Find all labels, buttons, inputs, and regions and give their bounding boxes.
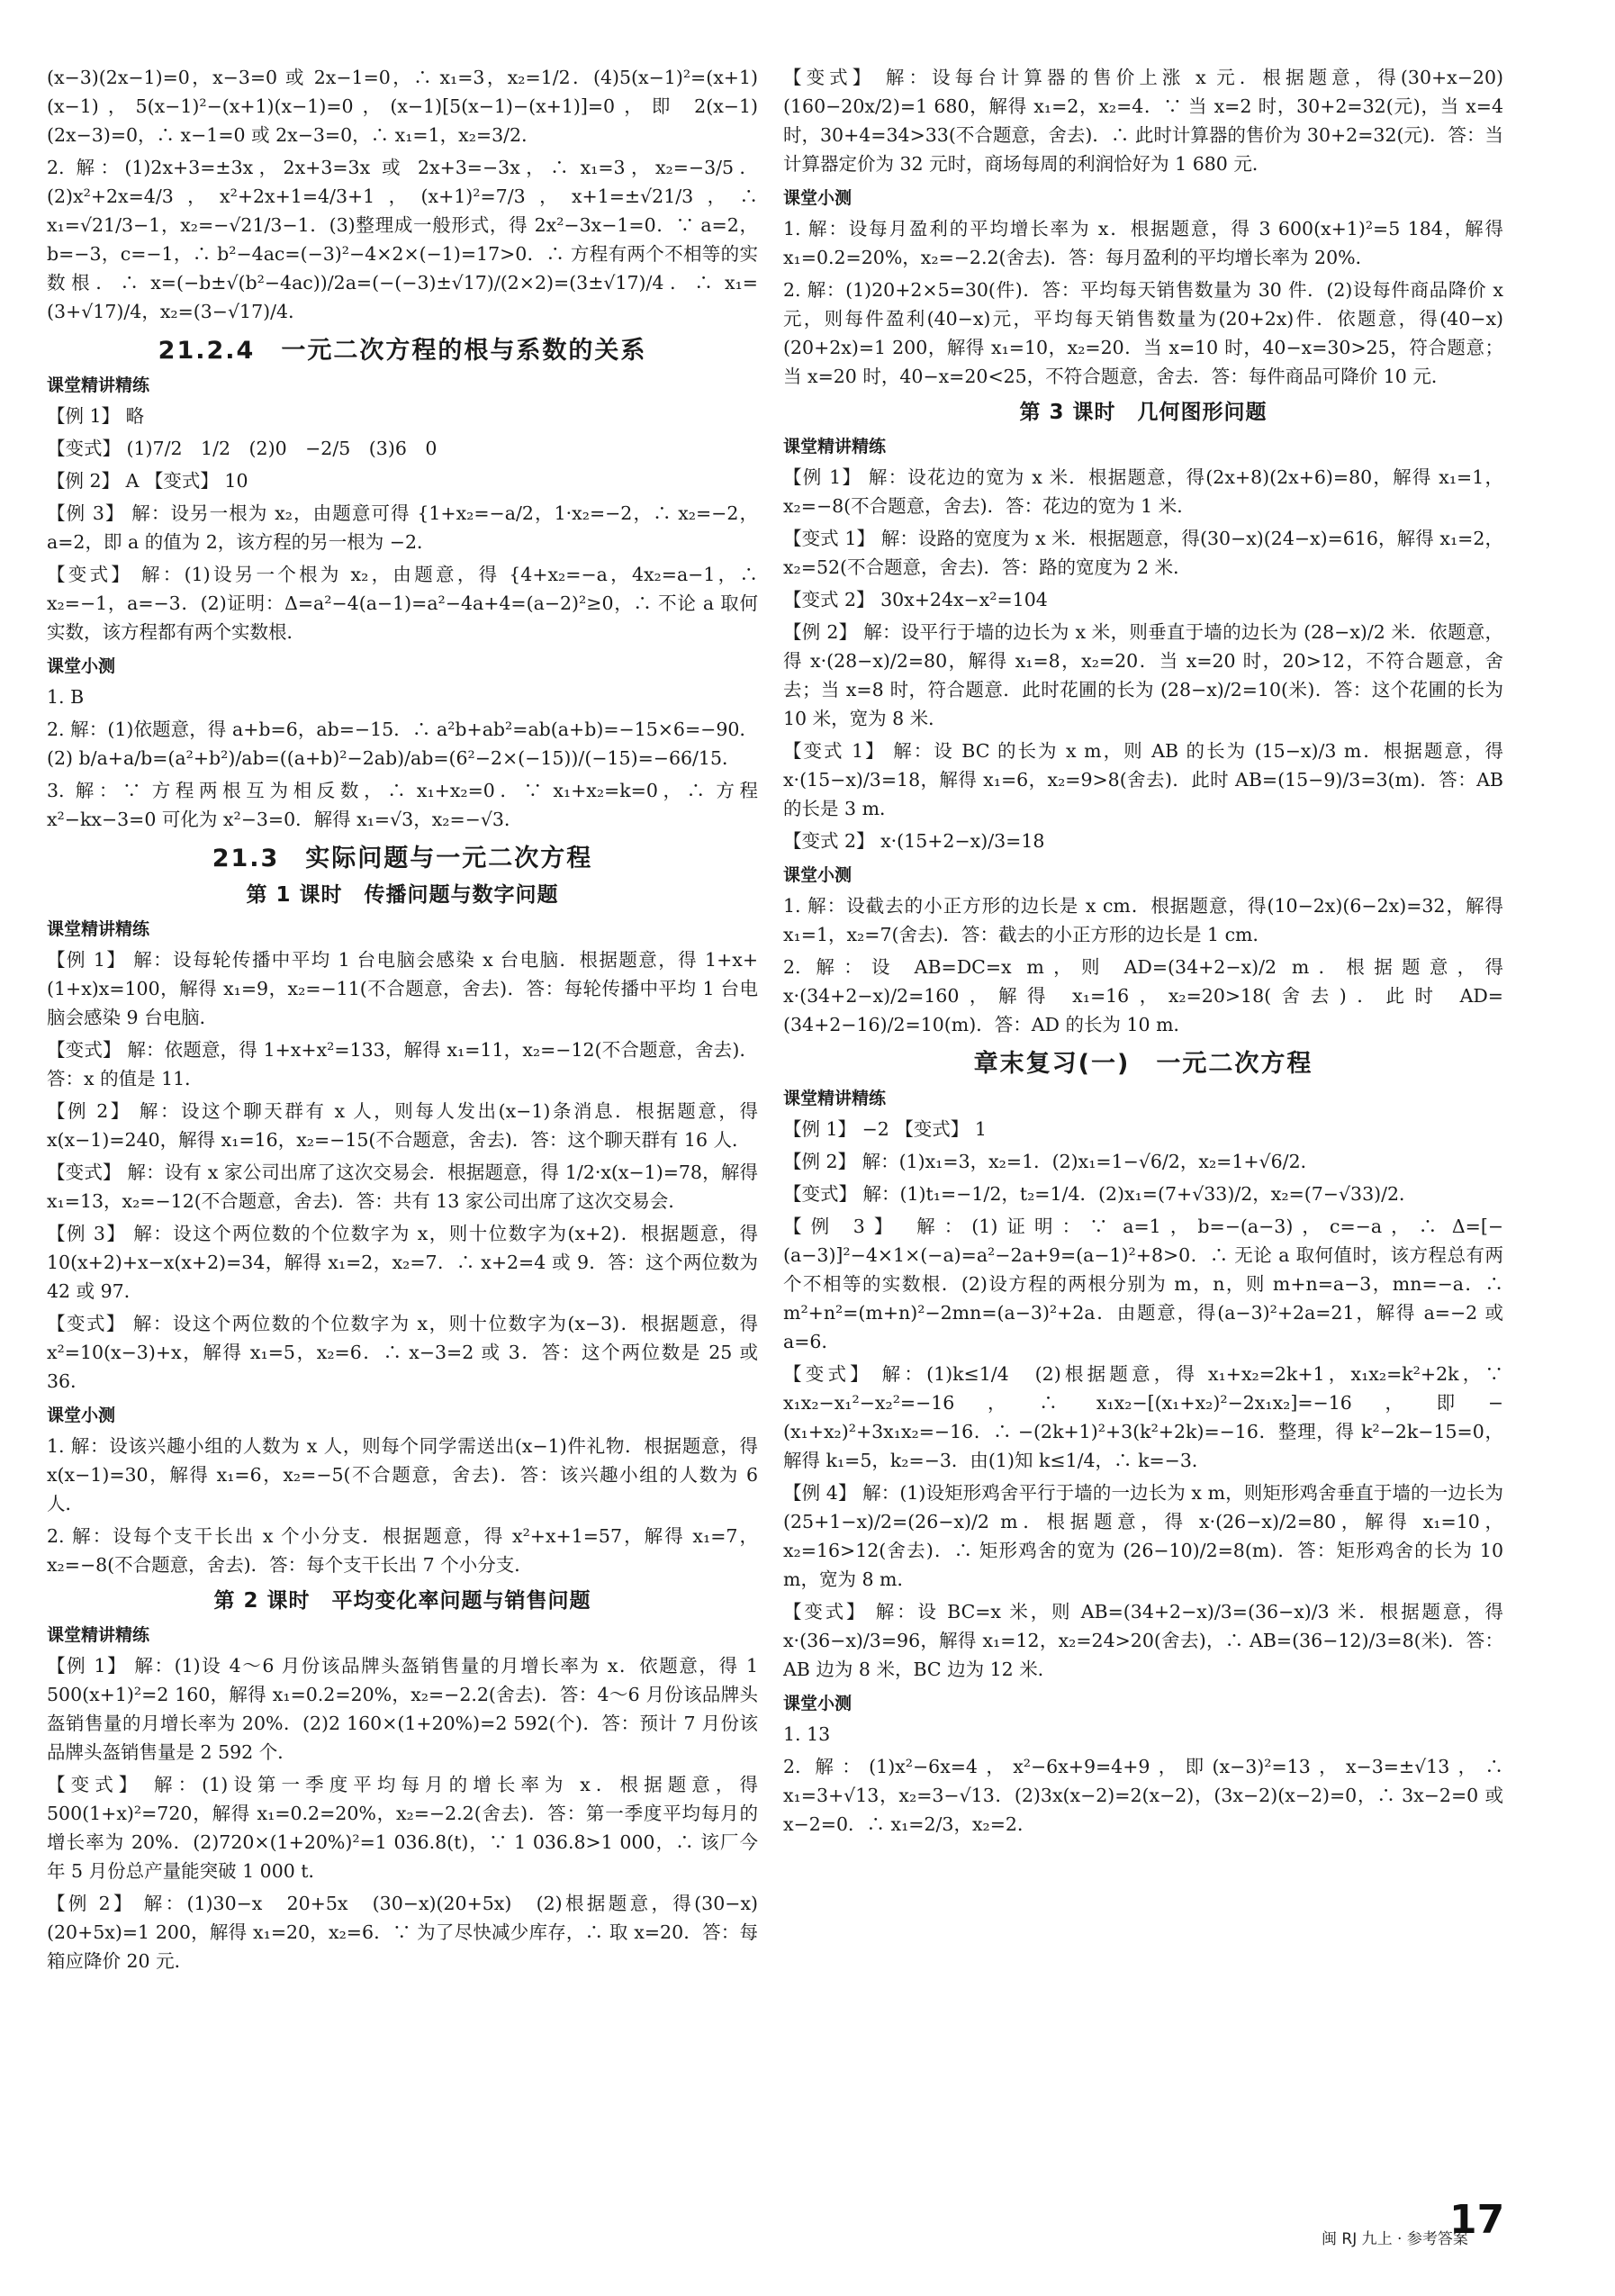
answer-paragraph: 【例 1】 略 xyxy=(47,405,145,427)
section-label: 课堂精讲精练 xyxy=(47,375,150,395)
answer-paragraph: 2. 解：(1)依题意，得 a+b=6，ab=−15．∴ a²b+ab²=ab(a+b)=−15×6=−90．(2) b/a+a/b=(a²+b²)/ab=((a+b)²−2ab)/ab=(6²−2×(−15))/(−15)=−66/15． xyxy=(47,719,758,769)
answer-paragraph: 1. 解：设该兴趣小组的人数为 x 人，则每个同学需送出(x−1)件礼物．根据题意，得 x(x−1)=30，解得 x₁=6，x₂=−5(不合题意，舍去)．答：该兴趣小组的人数为 6 人． xyxy=(47,1435,758,1514)
section-heading: 章末复习(一) 一元二次方程 xyxy=(973,1050,1313,1078)
answer-paragraph: 【变式】 解：(1)k≤1/4 (2)根据题意，得 x₁+x₂=2k+1，x₁x₂=k²+2k，∵ x₁x₂−x₁²−x₂²=−16，∴ x₁x₂−[(x₁+x₂)²−2x₁x₂]=−16，即−(x₁+x₂)²+3x₁x₂=−16．∴ −(2k+1)²+3(k²+2k)=−16．整理，得 k²−2k−15=0，解得 k₁=5，k₂=−3．由(1)知 k≤1/4，∴ k=−3． xyxy=(783,1363,1503,1471)
answer-paragraph: 【变式】 解：设有 x 家公司出席了这次交易会．根据题意，得 1/2·x(x−1)=78，解得 x₁=13，x₂=−12(不合题意，舍去)．答：共有 13 家公司出席了这次交易会． xyxy=(47,1162,758,1212)
answer-paragraph: 【变式】 解：(1)t₁=−1/2，t₂=1/4．(2)x₁=(7+√33)/2，x₂=(7−√33)/2． xyxy=(783,1183,1418,1205)
answer-paragraph: 2. 解：(1)20+2×5=30(件)．答：平均每天销售数量为 30 件．(2)设每件商品降价 x 元，则每件盈利(40−x)元，平均每天销售数量为(20+2x)件．依题意，得(40−x)(20+2x)=1 200，解得 x₁=10，x₂=20．当 x=10 时，40−x=30>25，符合题意；当 x=20 时，40−x=20<25，不符合题意，舍去．答：每件商品可降价 10 元． xyxy=(783,279,1503,387)
subsection-heading: 第 3 课时 几何图形问题 xyxy=(1019,401,1268,424)
answer-paragraph: 3. 解：∵ 方程两根互为相反数，∴ x₁+x₂=0．∵ x₁+x₂=k=0，∴ 方程 x²−kx−3=0 可化为 x²−3=0．解得 x₁=√3，x₂=−√3． xyxy=(47,780,758,830)
answer-paragraph: 【变式】 解：设每台计算器的售价上涨 x 元．根据题意，得(30+x−20)(160−20x/2)=1 680，解得 x₁=2，x₂=4．∵ 当 x=2 时，30+2=32(元)，当 x=4 时，30+4=34>33(不合题意，舍去)．∴ 此时计算器的售价为 30+2=32(元)．答：当计算器定价为 32 元时，商场每周的利润恰好为 1 680 元． xyxy=(783,67,1503,175)
answer-paragraph: 【例 2】 解：设平行于墙的边长为 x 米，则垂直于墙的边长为 (28−x)/2 米．依题意，得 x·(28−x)/2=80，解得 x₁=8，x₂=20．当 x=20 时，20>12，不符合题意，舍去；当 x=8 时，符合题意．此时花圃的长为 (28−x)/2=10(米)．答：这个花圃的长为 10 米，宽为 8 米． xyxy=(783,621,1503,729)
right-column xyxy=(783,63,1503,1842)
left-column xyxy=(47,63,758,1979)
answer-paragraph: 2. 解：设 AB=DC=x m，则 AD=(34+2−x)/2 m．根据题意，得 x·(34+2−x)/2=160，解得 x₁=16，x₂=20>18(舍去)．此时 AD=(34+2−16)/2=10(m)．答：AD 的长为 10 m． xyxy=(783,956,1503,1035)
answer-paragraph: 【例 3】 解：设这个两位数的个位数字为 x，则十位数字为(x+2)．根据题意，得 10(x+2)+x−x(x+2)=34，解得 x₁=2，x₂=7．∴ x+2=4 或 9．答：这个两位数为 42 或 97． xyxy=(47,1223,758,1302)
subsection-heading: 第 1 课时 传播问题与数字问题 xyxy=(246,883,559,907)
answer-paragraph: 【变式 1】 解：设 BC 的长为 x m，则 AB 的长为 (15−x)/3 m．根据题意，得 x·(15−x)/3=18，解得 x₁=6，x₂=9>8(舍去)．此时 AB=(15−9)/3=3(m)．答：AB 的长是 3 m． xyxy=(783,740,1503,819)
answer-paragraph: 2. 解：(1)2x+3=±3x，2x+3=3x 或 2x+3=−3x，∴ x₁=3，x₂=−3/5．(2)x²+2x=4/3，x²+2x+1=4/3+1，(x+1)²=7/3，x+1=±√21/3，∴ x₁=√21/3−1，x₂=−√21/3−1．(3)整理成一般形式，得 2x²−3x−1=0．∵ a=2，b=−3，c=−1，∴ b²−4ac=(−3)²−4×2×(−1)=17>0．∴ 方程有两个不相等的实数根．∴ x=(−b±√(b²−4ac))/2a=(−(−3)±√17)/(2×2)=(3±√17)/4．∴ x₁=(3+√17)/4，x₂=(3−√17)/4． xyxy=(47,157,758,322)
footer-label: 闽 RJ 九上 · 参考答案 xyxy=(1322,2230,1468,2248)
answer-paragraph: 1. B xyxy=(47,686,85,708)
answer-paragraph: 2. 解：设每个支干长出 x 个小分支．根据题意，得 x²+x+1=57，解得 x₁=7，x₂=−8(不合题意，舍去)．答：每个支干长出 7 个小分支． xyxy=(47,1525,758,1576)
answer-paragraph: 【例 1】 解：设每轮传播中平均 1 台电脑会感染 x 台电脑．根据题意，得 1+x+(1+x)x=100，解得 x₁=9，x₂=−11(不合题意，舍去)．答：每轮传播中平均 1 台电脑会感染 9 台电脑． xyxy=(47,949,758,1028)
answer-paragraph: 【例 3】 解：设另一根为 x₂，由题意可得 {1+x₂=−a/2，1·x₂=−2，∴ x₂=−2，a=2，即 a 的值为 2，该方程的另一根为 −2． xyxy=(47,502,758,553)
section-label: 课堂小测 xyxy=(783,1694,853,1713)
section-label: 课堂精讲精练 xyxy=(47,1625,150,1645)
section-label: 课堂小测 xyxy=(783,188,853,208)
answer-paragraph: 【变式】 解：设这个两位数的个位数字为 x，则十位数字为(x−3)．根据题意，得 x²=10(x−3)+x，解得 x₁=5，x₂=6．∴ x−3=2 或 3．答：这个两位数是 25 或 36． xyxy=(47,1313,758,1392)
section-heading: 21.2.4 一元二次方程的根与系数的关系 xyxy=(158,337,647,365)
answer-paragraph: 1. 解：设每月盈利的平均增长率为 x．根据题意，得 3 600(x+1)²=5 184，解得 x₁=0.2=20%，x₂=−2.2(舍去)．答：每月盈利的平均增长率为 20%． xyxy=(783,218,1503,268)
section-heading: 21.3 实际问题与一元二次方程 xyxy=(212,845,593,872)
subsection-heading: 第 2 课时 平均变化率问题与销售问题 xyxy=(213,1589,591,1613)
answer-paragraph: 1. 解：设截去的小正方形的边长是 x cm．根据题意，得(10−2x)(6−2x)=32，解得 x₁=1，x₂=7(舍去)．答：截去的小正方形的边长是 1 cm． xyxy=(783,895,1503,945)
section-label: 课堂小测 xyxy=(47,1406,116,1425)
answer-paragraph: 【变式】 (1)7/2 1/2 (2)0 −2/5 (3)6 0 xyxy=(47,438,438,459)
answer-paragraph: 【例 1】 解：(1)设 4～6 月份该品牌头盔销售量的月增长率为 x．依题意，得 1 500(x+1)²=2 160，解得 x₁=0.2=20%，x₂=−2.2(舍去)．答：4～6 月份该品牌头盔销售量的月增长率为 20%．(2)2 160×(1+20%)=2 592(个)．答：预计 7 月份该品牌头盔销售量是 2 592 个． xyxy=(47,1655,758,1763)
answer-paragraph: 【例 1】 −2 【变式】 1 xyxy=(783,1118,987,1140)
section-label: 课堂小测 xyxy=(47,656,116,676)
answer-paragraph: 【变式 1】 解：设路的宽度为 x 米．根据题意，得(30−x)(24−x)=616，解得 x₁=2，x₂=52(不合题意，舍去)．答：路的宽度为 2 米． xyxy=(783,528,1503,578)
answer-paragraph: 【例 2】 解：设这个聊天群有 x 人，则每人发出(x−1)条消息．根据题意，得 x(x−1)=240，解得 x₁=16，x₂=−15(不合题意，舍去)．答：这个聊天群有 16 人． xyxy=(47,1100,758,1151)
answer-paragraph: 【例 2】 解：(1)x₁=3，x₂=1．(2)x₁=1−√6/2，x₂=1+√6/2． xyxy=(783,1151,1320,1172)
answer-paragraph: 1. 13 xyxy=(783,1723,831,1745)
answer-paragraph: 2. 解：(1)x²−6x=4，x²−6x+9=4+9，即(x−3)²=13，x−3=±√13，∴ x₁=3+√13，x₂=3−√13．(2)3x(x−2)=2(x−2)，(3x−2)(x−2)=0，∴ 3x−2=0 或 x−2=0．∴ x₁=2/3，x₂=2． xyxy=(783,1756,1503,1835)
answer-paragraph: 【例 2】 A 【变式】 10 xyxy=(47,470,248,492)
answer-paragraph: 【例 3】 解：(1)证明：∵ a=1，b=−(a−3)，c=−a，∴ Δ=[−(a−3)]²−4×1×(−a)=a²−2a+9=(a−1)²+8>0．∴ 无论 a 取何值时，该方程总有两个不相等的实数根．(2)设方程的两根分别为 m，n，则 m+n=a−3，mn=−a．∴ m²+n²=(m+n)²−2mn=(a−3)²+2a．由题意，得(a−3)²+2a=21，解得 a=−2 或 a=6． xyxy=(783,1216,1503,1352)
answer-paragraph: 【变式 2】 30x+24x−x²=104 xyxy=(783,589,1048,610)
page-number: 17 xyxy=(1449,2197,1505,2243)
answer-paragraph: 【例 1】 解：设花边的宽为 x 米．根据题意，得(2x+8)(2x+6)=80，解得 x₁=1，x₂=−8(不合题意，舍去)．答：花边的宽为 1 米． xyxy=(783,466,1503,517)
section-label: 课堂精讲精练 xyxy=(783,437,887,456)
section-label: 课堂小测 xyxy=(783,865,853,885)
section-label: 课堂精讲精练 xyxy=(783,1089,887,1108)
answer-paragraph: 【变式】 解：设 BC=x 米，则 AB=(34+2−x)/3=(36−x)/3 米．根据题意，得 x·(36−x)/3=96，解得 x₁=12，x₂=24>20(舍去)，∴ AB=(36−12)/3=8(米)．答：AB 边为 8 米，BC 边为 12 米． xyxy=(783,1601,1503,1680)
answer-paragraph: 【例 2】 解：(1)30−x 20+5x (30−x)(20+5x) (2)根据题意，得(30−x)(20+5x)=1 200，解得 x₁=20，x₂=6．∵ 为了尽快减少库存，∴ 取 x=20．答：每箱应降价 20 元． xyxy=(47,1893,758,1972)
answer-paragraph: 【变式 2】 x·(15+2−x)/3=18 xyxy=(783,830,1045,852)
answer-paragraph: (x−3)(2x−1)=0，x−3=0 或 2x−1=0，∴ x₁=3，x₂=1/2．(4)5(x−1)²=(x+1)(x−1)，5(x−1)²−(x+1)(x−1)=0，(x−1)[5(x−1)−(x+1)]=0，即 2(x−1)(2x−3)=0，∴ x−1=0 或 2x−3=0，∴ x₁=1，x₂=3/2． xyxy=(47,67,758,146)
answer-paragraph: 【变式】 解：依题意，得 1+x+x²=133，解得 x₁=11，x₂=−12(不合题意，舍去)．答：x 的值是 11． xyxy=(47,1039,758,1089)
answer-paragraph: 【例 4】 解：(1)设矩形鸡舍平行于墙的一边长为 x m，则矩形鸡舍垂直于墙的一边长为 (25+1−x)/2=(26−x)/2 m．根据题意，得 x·(26−x)/2=80，解得 x₁=10，x₂=16>12(舍去)．∴ 矩形鸡舍的宽为 (26−10)/2=8(m)．答：矩形鸡舍的长为 10 m，宽为 8 m． xyxy=(783,1482,1503,1590)
answer-paragraph: 【变式】 解：(1)设另一个根为 x₂，由题意，得 {4+x₂=−a，4x₂=a−1，∴ x₂=−1，a=−3．(2)证明：Δ=a²−4(a−1)=a²−4a+4=(a−2)²≥0，∴ 不论 a 取何实数，该方程都有两个实数根． xyxy=(47,564,758,643)
answer-paragraph: 【变式】 解：(1)设第一季度平均每月的增长率为 x．根据题意，得 500(1+x)²=720，解得 x₁=0.2=20%，x₂=−2.2(舍去)．答：第一季度平均每月的增长率为 20%．(2)720×(1+20%)²=1 036.8(t)，∵ 1 036.8>1 000，∴ 该厂今年 5 月份总产量能突破 1 000 t． xyxy=(47,1774,758,1882)
section-label: 课堂精讲精练 xyxy=(47,919,150,939)
